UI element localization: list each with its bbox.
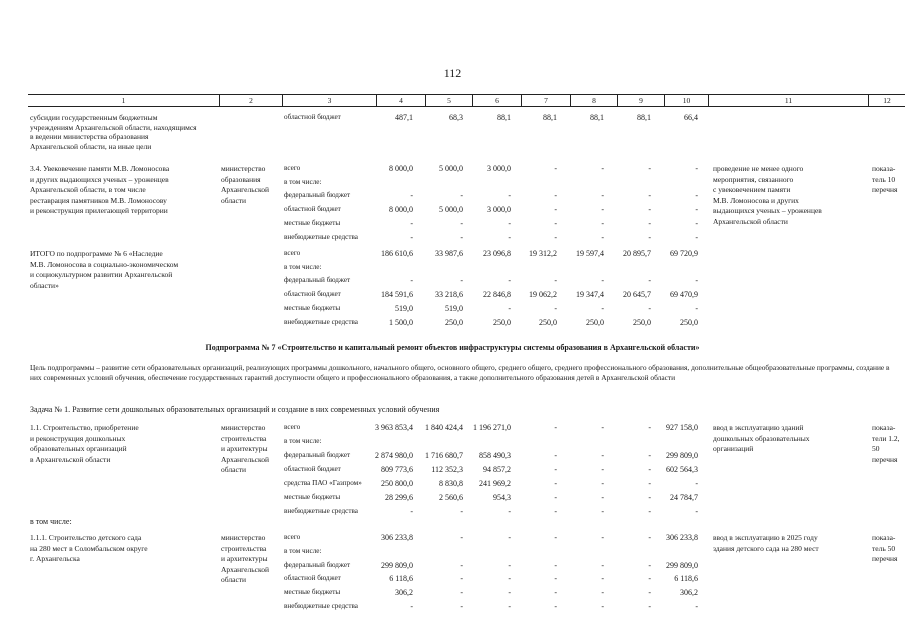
header-col-9: 9 [617,95,664,106]
block2-cell: - [648,205,651,215]
block5-cell: - [460,533,463,542]
block2-row-label: областной бюджет [284,205,341,214]
block5-cell: - [410,602,413,611]
block4-cell: - [554,451,557,460]
block2-indicator-line: тель 10 [872,174,896,184]
block4-cell: 241 969,2 [479,479,511,488]
block5-cell: - [508,588,511,598]
table-header [28,94,905,107]
header-col-1: 1 [121,96,126,105]
block2-cell: - [554,232,557,242]
block5-exec-line: министерство [221,533,266,542]
block5-cell: - [554,588,557,598]
block4-row-label: областной бюджет [284,465,341,473]
block2-cell: - [554,218,557,228]
block4-cell: - [554,479,557,488]
block1-cell: 88,1 [543,113,557,122]
block5-row-label: внебюджетные средства [284,602,358,610]
block3-cell: 1 500,0 [389,317,413,327]
block4-cell: - [648,479,651,488]
header-col-3: 3 [282,95,376,106]
block3-cell: - [695,303,698,313]
block2-cell: - [601,232,604,242]
block5-cell: - [508,602,511,611]
block3-cell: 69 720,9 [670,249,698,258]
block1-cell: 88,1 [590,113,604,122]
block2-row-label: местные бюджеты [284,218,341,227]
block2-result-line: с увековечением памяти [713,185,791,194]
block4-cell: - [508,507,511,516]
page-number: 112 [443,66,462,80]
block4-cell: 2 560,6 [439,493,463,502]
block5-row-label: в том числе: [284,546,322,555]
block5-result-line: здания детского сада на 280 мест [713,543,819,553]
block5-cell: 306 233,8 [381,533,413,542]
block5-exec-line: и архитектуры [221,554,268,563]
block4-cell: - [695,479,698,488]
block4-row-label: средства ПАО «Газпром» [284,479,362,487]
block2-desc-line: Архангельской области, в том числе [30,185,146,194]
block2-cell: - [601,205,604,215]
header-col-5: 5 [425,95,472,106]
block3-cell: - [508,276,511,286]
subprogram-goal: Цель подпрограммы – развитие сети образовательных организаций, реализующих программы дошкольного, начального общего, основного общего, среднего общего, среднего профессионального образования, дополнительные общеобразовательные программы, создание в них современных условий обучения, обеспечение государственных гарантий доступности общего и профессионального образования, а также дополнительного образования детей в Архангельской области [30,363,890,382]
block4-indicator-line: перечня [872,454,898,464]
block4-cell: - [460,507,463,516]
block4-desc-line: в Архангельской области [30,454,111,464]
block1-cell: 88,1 [497,113,511,122]
block5-cell: - [601,588,604,598]
block2-result-line: проведение не менее одного [713,164,804,173]
block2-cell: - [460,191,463,201]
block3-cell: 20 895,7 [623,249,651,258]
block5-cell: - [508,533,511,542]
block4-cell: 3 963 853,4 [375,423,413,432]
block4-cell: 1 196 271,0 [473,423,511,432]
block2-desc-line: и реконструкция прилегающей территории [30,206,168,215]
block2-cell: - [554,205,557,215]
block3-row-label: в том числе: [284,262,322,271]
block4-indicator-line: показа- [872,423,896,432]
block2-cell: - [601,191,604,201]
block2-cell: 5 000,0 [439,205,463,215]
block5-cell: 306,2 [680,588,698,598]
block5-exec-line: строительства [221,543,267,553]
block3-cell: 19 347,4 [576,290,604,300]
block2-exec-line: Архангельской [221,185,269,194]
block3-cell: 19 062,2 [529,290,557,300]
block3-cell: - [601,303,604,313]
block3-desc-line: ИТОГО по подпрограмме № 6 «Наследие [30,249,163,258]
block4-cell: 927 158,0 [666,423,698,432]
block5-cell: - [601,533,604,542]
block3-row-label: федеральный бюджет [284,276,351,285]
block2-cell: - [460,232,463,242]
block2-cell: - [695,191,698,201]
block2-exec-line: министерство [221,164,266,173]
header-col-4: 4 [376,95,425,106]
block5-cell: 306,2 [395,588,413,598]
block4-exec-line: строительства [221,433,267,443]
block1-row-label: областной бюджет [284,113,341,121]
block4-cell: 250 800,0 [381,479,413,488]
block5-desc-line: 1.1.1. Строительство детского сада [30,533,142,542]
block2-cell: - [601,164,604,173]
block4-cell: - [601,507,604,516]
block2-cell: - [460,218,463,228]
block4-result-line: ввод в эксплуатацию зданий [713,423,804,432]
block3-cell: 519,0 [395,303,413,313]
block4-cell: 2 874 980,0 [375,451,413,460]
block3-cell: 250,0 [586,317,604,327]
block5-cell: - [554,574,557,584]
block2-cell: 5 000,0 [439,164,463,173]
block4-cell: - [648,507,651,516]
block2-exec-line: образования [221,174,261,184]
block3-row-label: внебюджетные средства [284,317,358,326]
block4-indicator-line: тели 1.2, [872,433,900,443]
block2-cell: - [648,191,651,201]
block5-cell: 6 118,6 [674,574,698,584]
block3-cell: - [648,276,651,286]
block2-row-label: в том числе: [284,177,322,186]
block2-cell: - [508,191,511,201]
block4-exec-line: области [221,465,247,474]
block3-cell: 69 470,9 [670,290,698,300]
block2-desc-line: реставрация памятников М.В. Ломоносову [30,195,167,205]
block4-row-label: местные бюджеты [284,493,341,501]
block2-cell: 3 000,0 [487,205,511,215]
block4-cell: - [695,507,698,516]
block2-exec-line: области [221,195,247,205]
block5-cell: - [648,560,651,570]
block4-cell: - [601,451,604,460]
block4-cell: 954,3 [493,493,511,502]
block4-cell: - [648,451,651,460]
block5-cell: - [554,560,557,570]
block3-cell: - [554,303,557,313]
block3-cell: - [508,303,511,313]
block4-cell: - [410,507,413,516]
block5-indicator-line: показа- [872,533,896,542]
block2-desc-line: и других выдающихся ученых – уроженцев [30,174,169,184]
block1-cell: 487,1 [395,113,413,122]
block3-row-label: местные бюджеты [284,303,341,312]
block4-cell: 24 784,7 [670,493,698,502]
block4-desc-line: 1.1. Строительство, приобретение [30,423,139,432]
block3-cell: 186 610,6 [381,249,413,258]
block5-cell: - [695,602,698,611]
block4-exec-line: министерство [221,423,266,432]
block4-cell: 8 830,8 [439,479,463,488]
header-col-10: 10 [664,95,708,106]
block4-cell: - [554,465,557,474]
block5-cell: 299 809,0 [666,560,698,570]
block3-desc-line: области» [30,280,59,290]
block5-cell: - [554,533,557,542]
block4-result-line: дошкольных образовательных [713,433,810,443]
block4-cell: - [648,423,651,432]
block5-cell: 6 118,6 [389,574,413,584]
block2-row-label: внебюджетные средства [284,232,358,241]
block3-desc-line: М.В. Ломоносова в социально-экономическом [30,259,179,269]
block3-cell: 250,0 [680,317,698,327]
block4-cell: - [601,465,604,474]
block4-cell: 1 840 424,4 [425,423,463,432]
block2-result-line: М.В. Ломоносова и других [713,195,799,205]
block4-exec-line: Архангельской [221,454,269,464]
block2-row-label: всего [284,164,301,172]
block2-cell: - [554,191,557,201]
block5-cell: - [648,588,651,598]
block3-cell: 33 987,6 [435,249,463,258]
block4-cell: 299 809,0 [666,451,698,460]
block3-cell: 250,0 [633,317,651,327]
block2-cell: 8 000,0 [389,164,413,173]
header-col-8: 8 [570,95,617,106]
header-col-6: 6 [472,95,521,106]
block3-cell: 19 597,4 [576,249,604,258]
block3-cell: - [648,303,651,313]
block4-result-line: организаций [713,444,754,453]
block2-desc-line: 3.4. Увековечение памяти М.В. Ломоносова [30,164,170,173]
block3-cell: 20 645,7 [623,290,651,300]
block5-row-label: местные бюджеты [284,588,341,597]
block4-cell: - [554,423,557,432]
block3-cell: 250,0 [539,317,557,327]
block4-cell: - [601,423,604,432]
block5-cell: - [508,574,511,584]
block5-cell: - [601,602,604,611]
block5-exec-line: области [221,575,247,584]
block2-indicator-line: перечня [872,185,898,194]
block2-cell: - [410,191,413,201]
block2-cell: - [508,232,511,242]
block1-desc-line: учреждениям Архангельской области, находящимся [30,122,197,132]
block5-desc-line: г. Архангельска [30,554,80,563]
block4-row-label: в том числе: [284,437,322,445]
block1-desc-line: субсидии государственным бюджетным [30,113,158,122]
block3-cell: - [410,276,413,286]
block1-cell: 66,4 [684,113,698,122]
block2-cell: - [554,164,557,173]
block4-cell: - [554,493,557,502]
block2-result-line: выдающихся ученых – уроженцев [713,206,822,215]
block3-row-label: областной бюджет [284,290,341,299]
block5-exec-line: Архангельской [221,564,269,574]
block5-cell: - [460,574,463,584]
block4-cell: 602 564,3 [666,465,698,474]
block2-cell: 8 000,0 [389,205,413,215]
block3-cell: - [460,276,463,286]
block5-result-line: ввод в эксплуатацию в 2025 году [713,533,818,542]
block5-cell: - [554,602,557,611]
block4-cell: 809 773,6 [381,465,413,474]
in-that-number-label: в том числе: [30,517,72,526]
block4-desc-line: и реконструкция дошкольных [30,433,126,443]
block3-cell: 250,0 [493,317,511,327]
block5-cell: 306 233,8 [666,533,698,542]
block5-row-label: федеральный бюджет [284,560,351,569]
block4-indicator-line: 50 [872,444,880,453]
block2-cell: - [695,205,698,215]
block4-cell: 858 490,3 [479,451,511,460]
block5-desc-line: на 280 мест в Соломбальском округе [30,543,148,553]
block4-row-label: внебюджетные средства [284,507,358,515]
header-col-12: 12 [868,95,905,106]
block5-cell: - [648,533,651,542]
block5-cell: - [648,602,651,611]
block3-cell: 250,0 [445,317,463,327]
block4-cell: - [648,493,651,502]
block4-cell: - [648,465,651,474]
block4-cell: - [601,493,604,502]
block3-cell: 184 591,6 [381,290,413,300]
block4-cell: 28 299,6 [385,493,413,502]
block3-cell: 519,0 [445,303,463,313]
block3-cell: - [554,276,557,286]
block3-desc-line: и социокультурном развитии Архангельской [30,270,173,279]
block3-cell: 33 218,6 [435,290,463,300]
block1-cell: 88,1 [637,113,651,122]
block2-cell: - [648,164,651,173]
block5-row-label: областной бюджет [284,574,341,583]
block1-cell: 68,3 [449,113,463,122]
block2-cell: 3 000,0 [487,164,511,173]
block2-indicator-line: показа- [872,164,896,173]
block5-cell: - [460,602,463,611]
block2-cell: - [410,232,413,242]
block3-row-label: всего [284,249,301,257]
block2-cell: - [695,164,698,173]
block4-cell: 112 352,3 [431,465,463,474]
header-col-11: 11 [708,95,868,106]
block5-cell: - [460,588,463,598]
block5-cell: - [508,560,511,570]
block2-cell: - [648,218,651,228]
block5-indicator-line: тель 50 [872,543,896,553]
block3-cell: - [695,276,698,286]
block1-desc-line: Архангельской области, на иные цели [30,141,152,151]
block2-row-label: федеральный бюджет [284,191,351,200]
block5-cell: - [601,560,604,570]
block2-cell: - [508,218,511,228]
subprogram-heading: Подпрограмма № 7 «Строительство и капитальный ремонт объектов инфраструктуры системы образования в Архангельской области» [205,343,700,352]
block2-cell: - [648,232,651,242]
header-col-7: 7 [521,95,570,106]
block5-indicator-line: перечня [872,554,898,563]
block3-cell: 23 096,8 [483,249,511,258]
block4-cell: - [601,479,604,488]
block5-cell: - [460,560,463,570]
block4-cell: - [554,507,557,516]
block4-row-label: федеральный бюджет [284,451,351,459]
block2-cell: - [410,218,413,228]
block2-cell: - [695,232,698,242]
block2-result-line: Архангельской области [713,216,788,226]
block5-cell: - [648,574,651,584]
block4-cell: 94 857,2 [483,465,511,474]
block5-cell: 299 809,0 [381,560,413,570]
block4-desc-line: образовательных организаций [30,444,127,453]
block3-cell: 22 846,8 [483,290,511,300]
block4-row-label: всего [284,423,301,431]
block2-cell: - [601,218,604,228]
header-col-2: 2 [219,95,282,106]
block4-cell: 1 716 680,7 [425,451,463,460]
block5-row-label: всего [284,533,301,541]
block3-cell: 19 312,2 [529,249,557,258]
block5-cell: - [601,574,604,584]
block1-desc-line: в ведении министерства образования [30,132,149,142]
block2-cell: - [695,218,698,228]
task-heading: Задача № 1. Развитие сети дошкольных образовательных организаций и создание в них современных условий обучения [30,405,440,414]
block4-exec-line: и архитектуры [221,444,268,453]
block2-result-line: мероприятия, связанного [713,174,794,184]
block3-cell: - [601,276,604,286]
